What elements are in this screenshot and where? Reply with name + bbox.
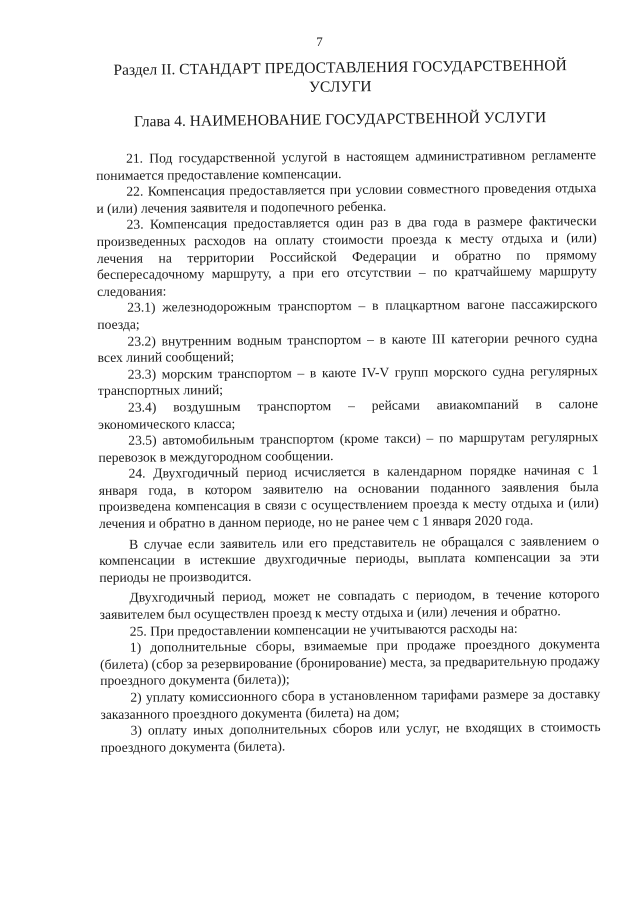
paragraph-24-no-claim: В случае если заявитель или его представитель не обращался с заявлением о компенсации в истекшие двухгодичные периоды, выплата компенсации за эти периоды не производится. [99,532,600,585]
paragraph-23-5: 23.5) автомобильным транспортом (кроме такси) – по маршрутам регулярных перевозок в междугородном сообщении. [98,429,599,465]
paragraph-24-period: Двухгодичный период, может не совпадать с периодом, в течение которого заявителем был осуществлен проезд к месту отдыха и (или) лечения и обратно. [99,586,600,623]
document-body [96,147,601,756]
paragraph-23-1: 23.1) железнодорожным транспортом – в плацкартном вагоне пассажирского поезда; [97,296,598,332]
paragraph-24: 24. Двухгодичный период исчисляется в календарном порядке начиная с 1 января года, в котором заявителю на основании поданного заявления была произведена компенсация в связи с осуществлением проезда к месту отдыха и (или) лечения и обратно в данном периоде, но не ранее чем с 1 января 2020 года. [98,462,599,532]
paragraph-23-2: 23.2) внутренним водным транспортом – в каюте III категории речного судна всех линий сообщений; [97,329,598,366]
paragraph-25-2: 2) уплату комиссионного сбора в установленном тарифами размере за доставку заказанного проездного документа (билета) на дом; [100,686,601,722]
paragraph-21: 21. Под государственной услугой в настоящем административном регламенте понимается предоставление компенсации. [96,147,597,183]
paragraph-23-4: 23.4) воздушным транспортом – рейсами авиакомпаний в салоне экономического класса; [98,395,599,432]
paragraph-25: 25. При предоставлении компенсации не учитываются расходы на: [129,620,518,639]
page-number: 7 [316,34,323,49]
paragraph-22: 22. Компенсация предоставляется при условии совместного проведения отдыха и (или) лечения заявителя и подопечного ребенка. [96,180,597,216]
paragraph-25-3: 3) оплату иных дополнительных сборов или услуг, не входящих в стоимость проездного документа (билета). [100,719,601,755]
section-title: Раздел II. СТАНДАРТ ПРЕДОСТАВЛЕНИЯ ГОСУДАРСТВЕННОЙ УСЛУГИ [113,57,567,96]
chapter-title: Глава 4. НАИМЕНОВАНИЕ ГОСУДАРСТВЕННОЙ УСЛУГИ [133,109,547,131]
paragraph-25-1: 1) дополнительные сборы, взимаемые при продаже проездного документа (билета) (сбор за резервирование (бронирование) места, за предварительную продажу проездного документа (билета)); [99,636,601,689]
paragraph-23-3: 23.3) морским транспортом – в каюте IV-V групп морского судна регулярных транспортных линий; [97,362,598,399]
paragraph-23: 23. Компенсация предоставляется один раз в два года в размере фактически произведенных расходов на оплату стоимости проезда к месту отдыха и (или) лечения на территории Российской Федерации и обратно по прямому беспересадочному маршруту, а при его отсутствии – по кратчайшему маршруту следования: [96,213,598,299]
